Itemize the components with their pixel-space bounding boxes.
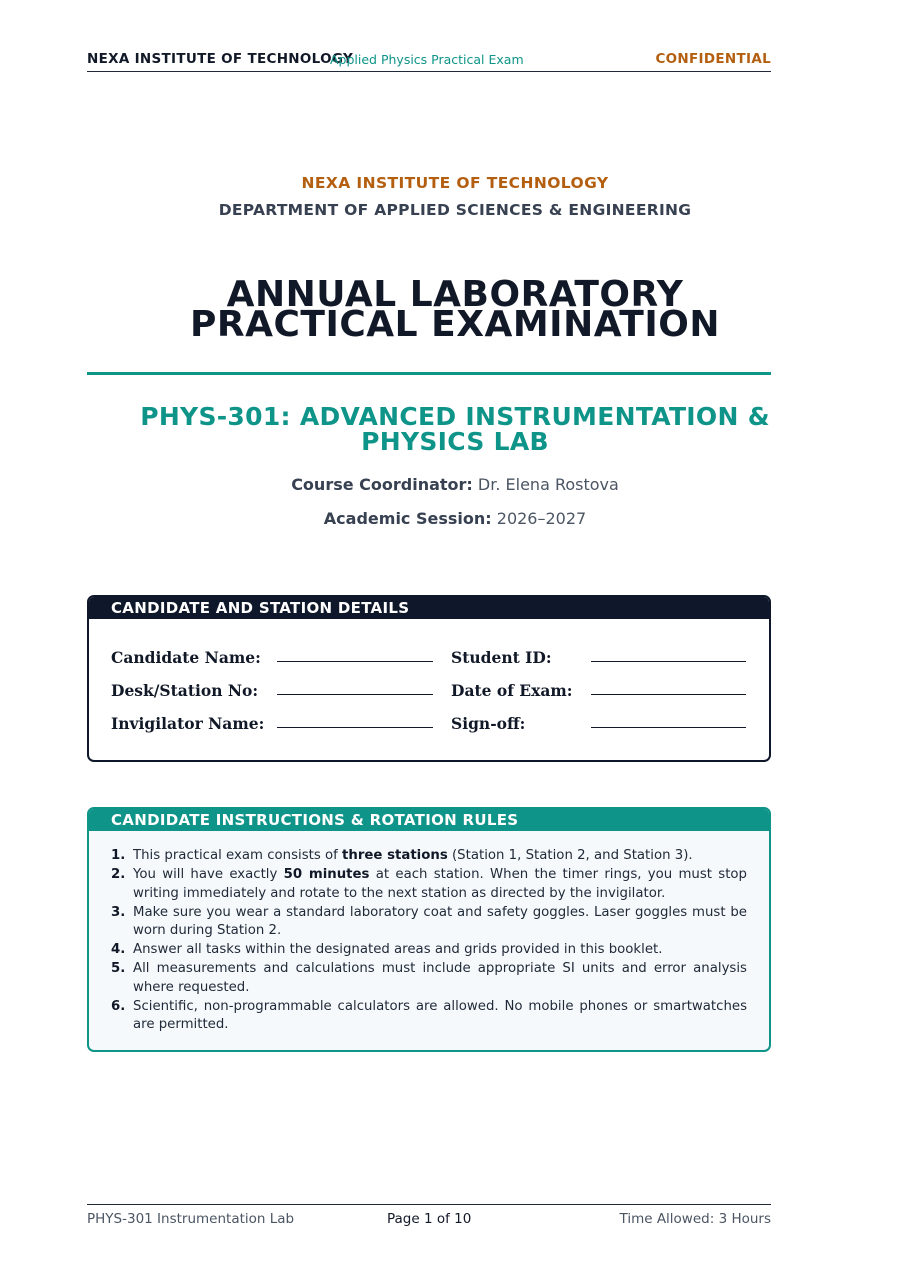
- exam-title: [0, 274, 910, 345]
- institution-name: NEXA INSTITUTE OF TECHNOLOGY: [301, 174, 609, 192]
- course-title-line2: PHYSICS LAB: [361, 427, 549, 456]
- sign-off-field[interactable]: [591, 727, 746, 728]
- desk-station-label: Desk/Station No:: [111, 681, 259, 700]
- invigilator-name-label: Invigilator Name:: [111, 714, 265, 733]
- instruction-item: 1. This practical exam consists of three stations (Station 1, Station 2, and Station 3).: [111, 848, 693, 863]
- instructions-title: CANDIDATE INSTRUCTIONS & ROTATION RULES: [89, 809, 769, 831]
- page-header: [87, 49, 771, 72]
- instruction-item: 4. Answer all tasks within the designated areas and grids provided in this booklet.: [111, 942, 663, 957]
- instruction-item: 2. You will have exactly 50 minutes at each station. When the timer rings, you must stop writing immediately and rotate to the next station as directed by the invigilator.: [111, 867, 747, 901]
- header-confidential: CONFIDENTIAL: [655, 51, 771, 67]
- instructions-list: [111, 847, 747, 1035]
- footer-course: PHYS-301 Instrumentation Lab: [87, 1211, 295, 1227]
- instruction-item: 6. Scientific, non-programmable calculators are allowed. No mobile phones or smartwatches are permitted.: [111, 998, 747, 1032]
- student-id-field[interactable]: [591, 661, 746, 662]
- coordinator-label: Course Coordinator:: [291, 475, 473, 494]
- course-title: [0, 404, 910, 454]
- course-title-line1: PHYS-301: ADVANCED INSTRUMENTATION &: [140, 402, 770, 431]
- candidate-details-box: [87, 595, 771, 762]
- page-footer: [87, 1204, 771, 1229]
- candidate-name-field[interactable]: [277, 661, 433, 662]
- header-institution: NEXA INSTITUTE OF TECHNOLOGY: [87, 51, 354, 67]
- department-name: DEPARTMENT OF APPLIED SCIENCES & ENGINEERING: [218, 201, 692, 219]
- date-of-exam-field[interactable]: [591, 694, 746, 695]
- candidate-details-title: CANDIDATE AND STATION DETAILS: [89, 597, 769, 619]
- course-coordinator: [0, 475, 910, 494]
- session-label: Academic Session:: [323, 509, 492, 528]
- exam-title-line2: PRACTICAL EXAMINATION: [190, 304, 720, 345]
- desk-station-field[interactable]: [277, 694, 433, 695]
- coordinator-value: Dr. Elena Rostova: [477, 475, 619, 494]
- student-id-label: Student ID:: [451, 648, 552, 667]
- footer-time-allowed: Time Allowed: 3 Hours: [619, 1211, 771, 1227]
- session-value: 2026–2027: [496, 509, 587, 528]
- instruction-item: 5. All measurements and calculations must include appropriate SI units and error analysis where requested.: [111, 961, 747, 995]
- instruction-item: 3. Make sure you wear a standard laboratory coat and safety goggles. Laser goggles must be worn during Station 2.: [111, 904, 747, 938]
- exam-title-line1: ANNUAL LABORATORY: [226, 274, 684, 315]
- sign-off-label: Sign-off:: [451, 714, 526, 733]
- date-of-exam-label: Date of Exam:: [451, 681, 573, 700]
- candidate-name-label: Candidate Name:: [111, 648, 261, 667]
- invigilator-name-field[interactable]: [277, 727, 433, 728]
- instructions-box: [87, 807, 771, 1052]
- header-exam-name: Applied Physics Practical Exam: [330, 52, 524, 67]
- footer-page-number: Page 1 of 10: [387, 1211, 472, 1227]
- title-divider: [87, 372, 771, 375]
- academic-session: [0, 509, 910, 528]
